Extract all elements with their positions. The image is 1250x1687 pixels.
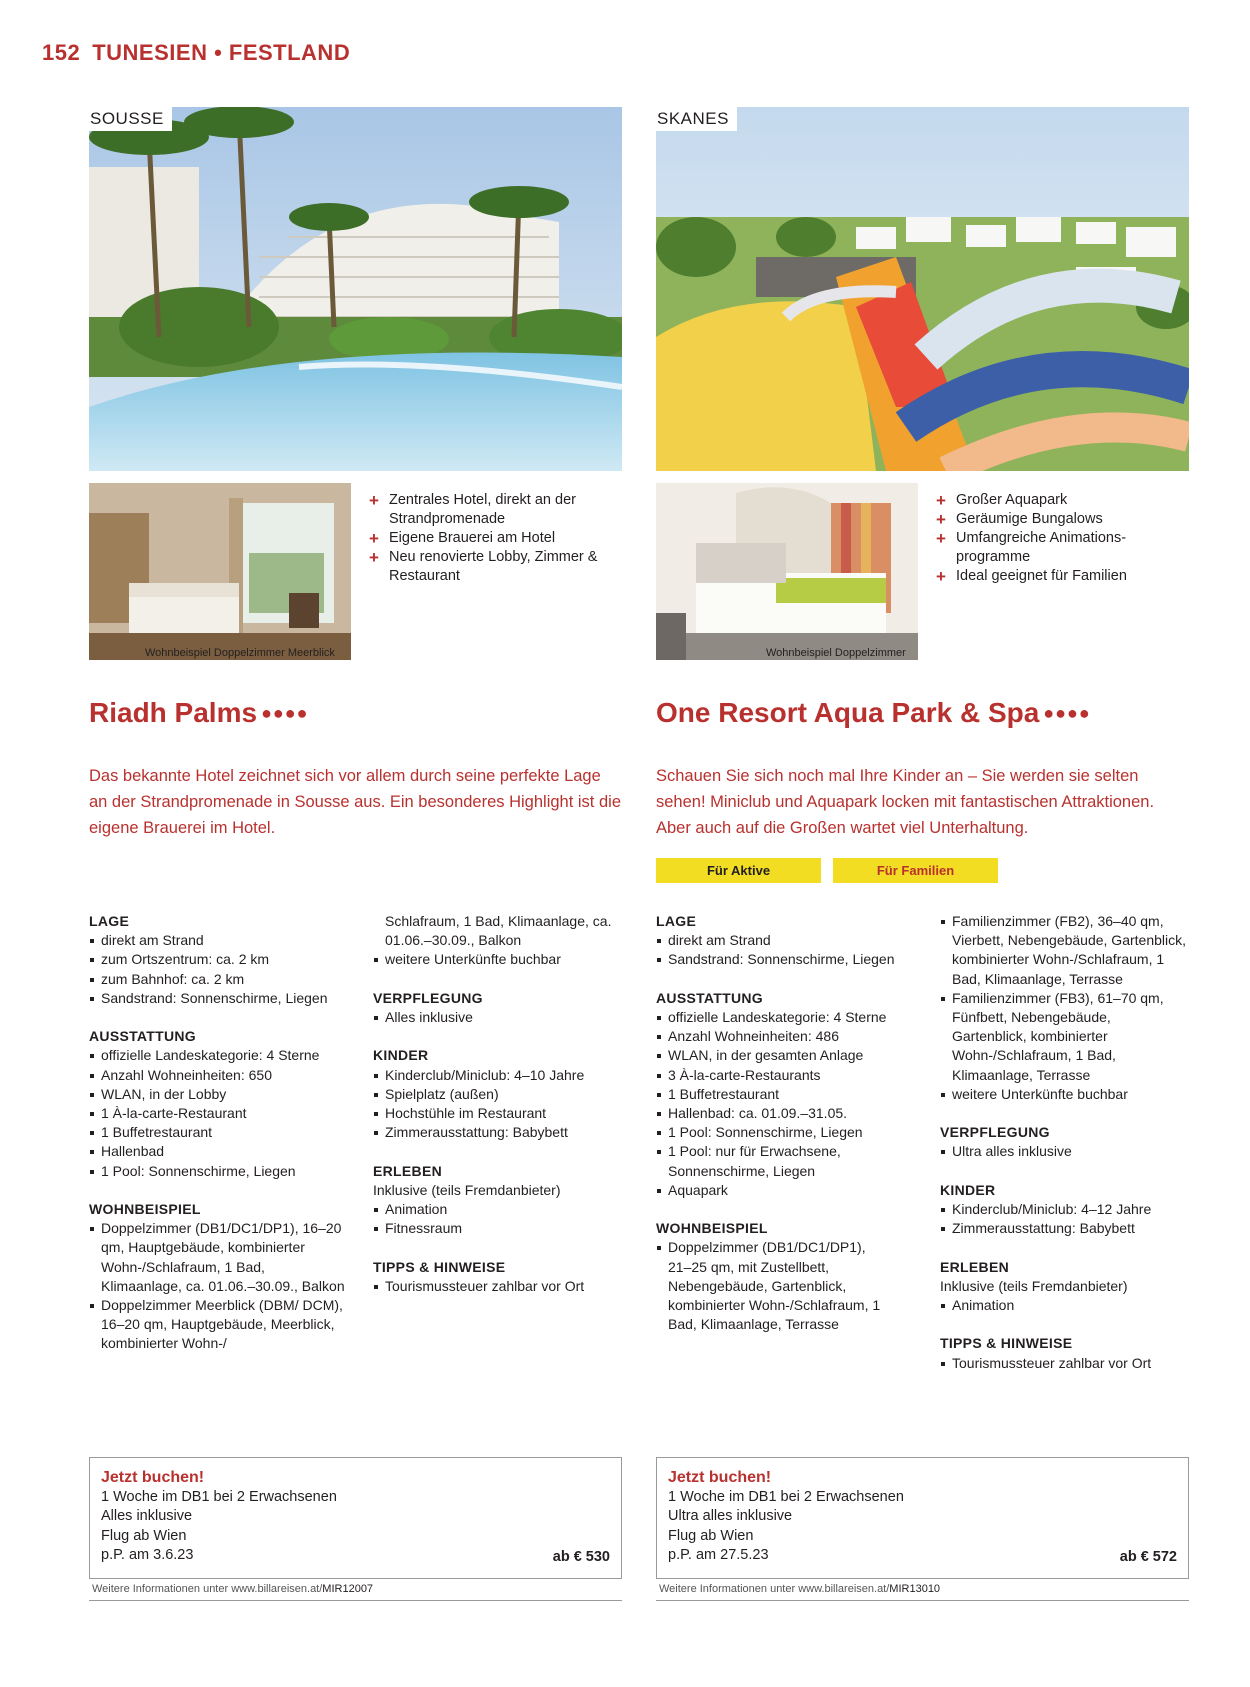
booking-line: Ultra alles inklusive [668, 1508, 793, 1524]
section-kinder: KINDER Kinderclub/Miniclub: 4–10 Jahre Spielplatz (außen) Hochstühle im Restaurant Zimmerausstattung: Babybett [373, 1046, 633, 1142]
section-tipps: TIPPS & HINWEISE Tourismussteuer zahlbar vor Ort [940, 1334, 1200, 1372]
hotel-intro: Das bekannte Hotel zeichnet sich vor allem durch seine perfekte Lage an der Strandpromenade in Sousse aus. Ein besonderes Highlight ist die eigene Brauerei im Hotel. [89, 767, 621, 837]
booking-box[interactable] [89, 1457, 622, 1579]
feature-list [369, 491, 619, 586]
section-wohnbeispiel: WOHNBEISPIEL Doppelzimmer (DB1/DC1/DP1), 16–20 qm, Hauptgebäude, kombinierter Wohn-/Schlafraum, 1 Bad, Klimaanlage, ca. 01.06.–30.09., Balkon Doppelzimmer Meerblick (DBM/ DCM), 16–20 qm, Hauptgebäude, Meerblick, kombinierter Wohn-/ [89, 1200, 349, 1354]
section-erleben: ERLEBEN Inklusive (teils Fremdanbieter) Animation Fitnessraum [373, 1162, 633, 1239]
section-wohnbeispiel: WOHNBEISPIEL Doppelzimmer (DB1/DC1/DP1), 21–25 qm, mit Zustellbett, Nebengebäude, Gartenblick, kombinierter Wohn-/Schlafraum, 1 Bad, Klimaanlage, Terrasse [656, 1219, 916, 1334]
page-header [42, 40, 350, 66]
tag-list [656, 858, 998, 883]
feature-list [936, 491, 1186, 586]
hero-photo-aquapark [656, 107, 1189, 471]
section-erleben: ERLEBEN Inklusive (teils Fremdanbieter) Animation [940, 1258, 1200, 1316]
more-info: Weitere Informationen unter www.billareisen.at/MIR13010 [656, 1582, 1189, 1601]
plus-icon: + [369, 529, 379, 548]
booking-line: Alles inklusive [101, 1508, 193, 1524]
feature-item: + Zentrales Hotel, direkt an der Strandpromenade [369, 491, 576, 527]
section-wohnbeispiel-cont: Familienzimmer (FB2), 36–40 qm, Vierbett, Nebengebäude, Gartenblick, kombinierter Wohn-/Schlafraum, 1 Bad, Klimaanlage, Terrasse Familienzimmer (FB3), 61–70 qm, Fünfbett, Nebengebäude, Gartenblick, kombinierter Wohn-/Schlafraum, 1 Bad, Klimaanlage, Terrasse weitere Unterkünfte buchbar [940, 912, 1200, 1104]
hotel-name: One Resort Aqua Park & Spa ●●●● [656, 697, 1091, 728]
tag-fuer-aktive[interactable]: Für Aktive [656, 858, 821, 883]
room-photo [89, 483, 351, 660]
booking-price: ab € 572 [1119, 1548, 1177, 1565]
booking-line: 1 Woche im DB1 bei 2 Erwachsenen [101, 1488, 337, 1505]
info-column-2 [940, 912, 1200, 1392]
page-number: 152 [42, 40, 81, 65]
section-ausstattung: AUSSTATTUNG offizielle Landeskategorie: 4 Sterne Anzahl Wohneinheiten: 486 WLAN, in der gesamten Anlage 3 À-la-carte-Restaurants 1 Buffetrestaurant Hallenbad: ca. 01.09.–31.05. 1 Pool: Sonnenschirme, Liegen 1 Pool: nur für Erwachsene, Sonnenschirme, Liegen Aquapark [656, 989, 916, 1200]
section-kinder: KINDER Kinderclub/Miniclub: 4–12 Jahre Zimmerausstattung: Babybett [940, 1181, 1200, 1239]
booking-line: 1 Woche im DB1 bei 2 Erwachsenen [668, 1488, 904, 1505]
section-tipps: TIPPS & HINWEISE Tourismussteuer zahlbar vor Ort [373, 1258, 633, 1296]
page-title: TUNESIEN • FESTLAND [92, 40, 351, 65]
booking-line: Flug ab Wien [668, 1527, 754, 1544]
feature-item: + Umfangreiche Animationsprogramme [936, 529, 1127, 565]
section-verpflegung: VERPFLEGUNG Ultra alles inklusive [940, 1123, 1200, 1161]
feature-item: + Ideal geeignet für Familien [936, 567, 1127, 586]
info-column-2 [373, 912, 633, 1315]
booking-line: p.P. am 27.5.23 [668, 1547, 769, 1563]
section-wohnbeispiel-cont: Schlafraum, 1 Bad, Klimaanlage, ca. 01.06.–30.09., Balkon weitere Unterkünfte buchbar [373, 912, 633, 970]
plus-icon: + [369, 548, 379, 567]
feature-item: + Geräumige Bungalows [936, 510, 1103, 529]
offer-code-link[interactable]: MIR13010 [889, 1583, 941, 1595]
feature-item: + Neu renovierte Lobby, Zimmer & Restaurant [369, 548, 598, 584]
room-caption: Wohnbeispiel Doppelzimmer [766, 647, 906, 659]
info-column-1 [89, 912, 349, 1373]
section-verpflegung: VERPFLEGUNG Alles inklusive [373, 989, 633, 1027]
hotel-name: Riadh Palms ●●●● [89, 697, 309, 728]
booking-box[interactable] [656, 1457, 1189, 1579]
star-rating: ●●●● [1043, 703, 1091, 723]
plus-icon: + [936, 510, 946, 529]
feature-item: + Großer Aquapark [936, 491, 1068, 510]
info-column-1 [656, 912, 916, 1354]
plus-icon: + [936, 567, 946, 586]
star-rating: ●●●● [261, 703, 309, 723]
booking-price: ab € 530 [552, 1548, 610, 1565]
booking-title: Jetzt buchen! [101, 1469, 205, 1486]
plus-icon: + [936, 529, 946, 548]
booking-title: Jetzt buchen! [668, 1469, 772, 1486]
booking-line: Flug ab Wien [101, 1527, 187, 1544]
more-info: Weitere Informationen unter www.billareisen.at/MIR12007 [89, 1582, 622, 1601]
hero-photo-pool [89, 107, 622, 471]
hotel-intro: Schauen Sie sich noch mal Ihre Kinder an – Sie werden sie selten sehen! Miniclub und Aquapark locken mit fantastischen Attraktionen. Aber auch auf die Großen wartet viel Unterhaltung. [656, 767, 1155, 837]
section-ausstattung: AUSSTATTUNG offizielle Landeskategorie: 4 Sterne Anzahl Wohneinheiten: 650 WLAN, in der Lobby 1 À-la-carte-Restaurant 1 Buffetrestaurant Hallenbad 1 Pool: Sonnenschirme, Liegen [89, 1027, 349, 1181]
feature-item: + Eigene Brauerei am Hotel [369, 529, 556, 548]
plus-icon: + [369, 491, 379, 510]
tag-fuer-familien[interactable]: Für Familien [833, 858, 998, 883]
location-label: SKANES [656, 107, 737, 131]
room-photo [656, 483, 918, 660]
plus-icon: + [936, 491, 946, 510]
location-label: SOUSSE [89, 107, 172, 131]
room-caption: Wohnbeispiel Doppelzimmer Meerblick [145, 647, 335, 659]
offer-code-link[interactable]: MIR12007 [322, 1583, 374, 1595]
section-lage: LAGE direkt am Strand zum Ortszentrum: ca. 2 km zum Bahnhof: ca. 2 km Sandstrand: Sonnenschirme, Liegen [89, 912, 349, 1008]
section-lage: LAGE direkt am Strand Sandstrand: Sonnenschirme, Liegen [656, 912, 916, 970]
booking-line: p.P. am 3.6.23 [101, 1547, 194, 1563]
